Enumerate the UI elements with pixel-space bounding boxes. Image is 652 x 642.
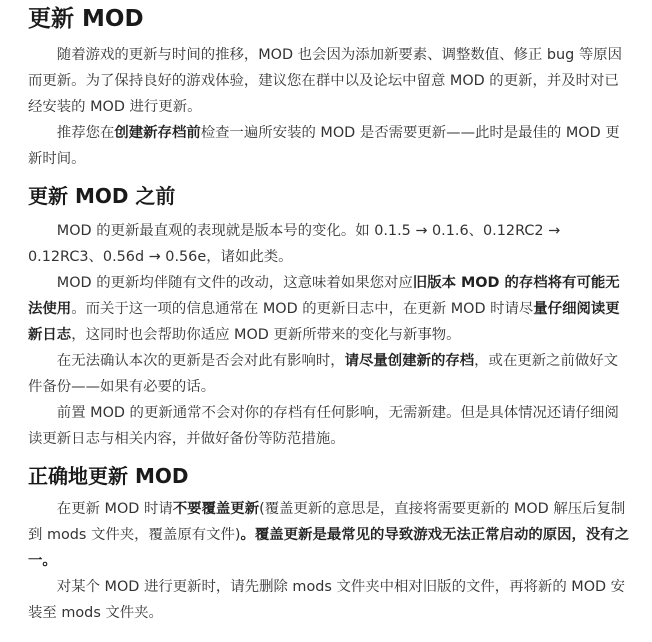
correct-emphasis-no-overwrite: 不要覆盖更新 [172,501,260,517]
intro-paragraph-1 [28,42,630,120]
correct-paragraph-1 [28,496,630,574]
before-paragraph-4 [28,400,630,452]
before-text-2a: MOD 的更新均伴随有文件的改动，这意味着如果您对应 [56,275,413,291]
intro-paragraph-2 [28,120,630,172]
correct-text-2: 对某个 MOD 进行更新时，请先删除 mods 文件夹中相对旧版的文件，再将新的 MOD 安装至 mods 文件夹。 [28,579,626,621]
before-emphasis-old-save: 旧版本 MOD 的存档将有可能无法使用 [28,275,620,317]
heading-correct-update: 正确地更新 MOD [28,464,189,488]
before-text-2e: ，这同时也会帮助你适应 MOD 更新所带来的变化与新事物。 [71,327,461,343]
page-title: 更新 MOD [28,6,144,32]
before-emphasis-changelog: 量仔细阅读更新日志 [28,301,620,343]
before-text-2c: 。而关于这一项的信息通常在 MOD 的更新日志中，在更新 MOD 时请尽 [71,301,534,317]
correct-emphasis-common-cause: 。覆盖更新是最常见的导致游戏无法正常启动的原因，没有之一。 [28,527,630,569]
before-paragraph-1 [28,218,630,270]
intro-text-1: 随着游戏的更新与时间的推移，MOD 也会因为添加新要素、调整数值、修正 bug 等原因而更新。为了保持良好的游戏体验，建议您在群中以及论坛中留意 MOD 的更新，并及时对已经安装的 MOD 进行更新。 [28,47,623,115]
before-text-4: 前置 MOD 的更新通常不会对你的存档有任何影响，无需新建。但是具体情况还请仔细阅读更新日志与相关内容，并做好备份等防范措施。 [28,405,619,447]
before-emphasis-create-save: 请尽量创建新的存档 [344,353,475,369]
before-text-3a: 在无法确认本次的更新是否会对此有影响时， [56,353,345,369]
heading-before-update: 更新 MOD 之前 [28,184,176,208]
correct-paragraph-2 [28,574,630,626]
correct-text-1a: 在更新 MOD 时请 [56,501,173,517]
before-text-3c: ，或在更新之前做好文件备份——如果有必要的话。 [28,353,619,395]
correct-text-1c: (覆盖更新的意思是，直接将需要更新的 MOD 解压后复制到 mods 文件夹，覆盖原有文件) [28,501,626,543]
before-paragraph-3 [28,348,630,400]
intro-text-2c: 检查一遍所安装的 MOD 是否需要更新——此时是最佳的 MOD 更新时间。 [28,125,620,167]
intro-text-2a: 推荐您在 [56,125,115,141]
before-text-1: MOD 的更新最直观的表现就是版本号的变化。如 0.1.5 → 0.1.6、0.12RC2 → 0.12RC3、0.56d → 0.56e，诸如此类。 [28,223,561,265]
before-paragraph-2 [28,270,630,348]
intro-emphasis-new-save: 创建新存档前 [114,125,201,141]
